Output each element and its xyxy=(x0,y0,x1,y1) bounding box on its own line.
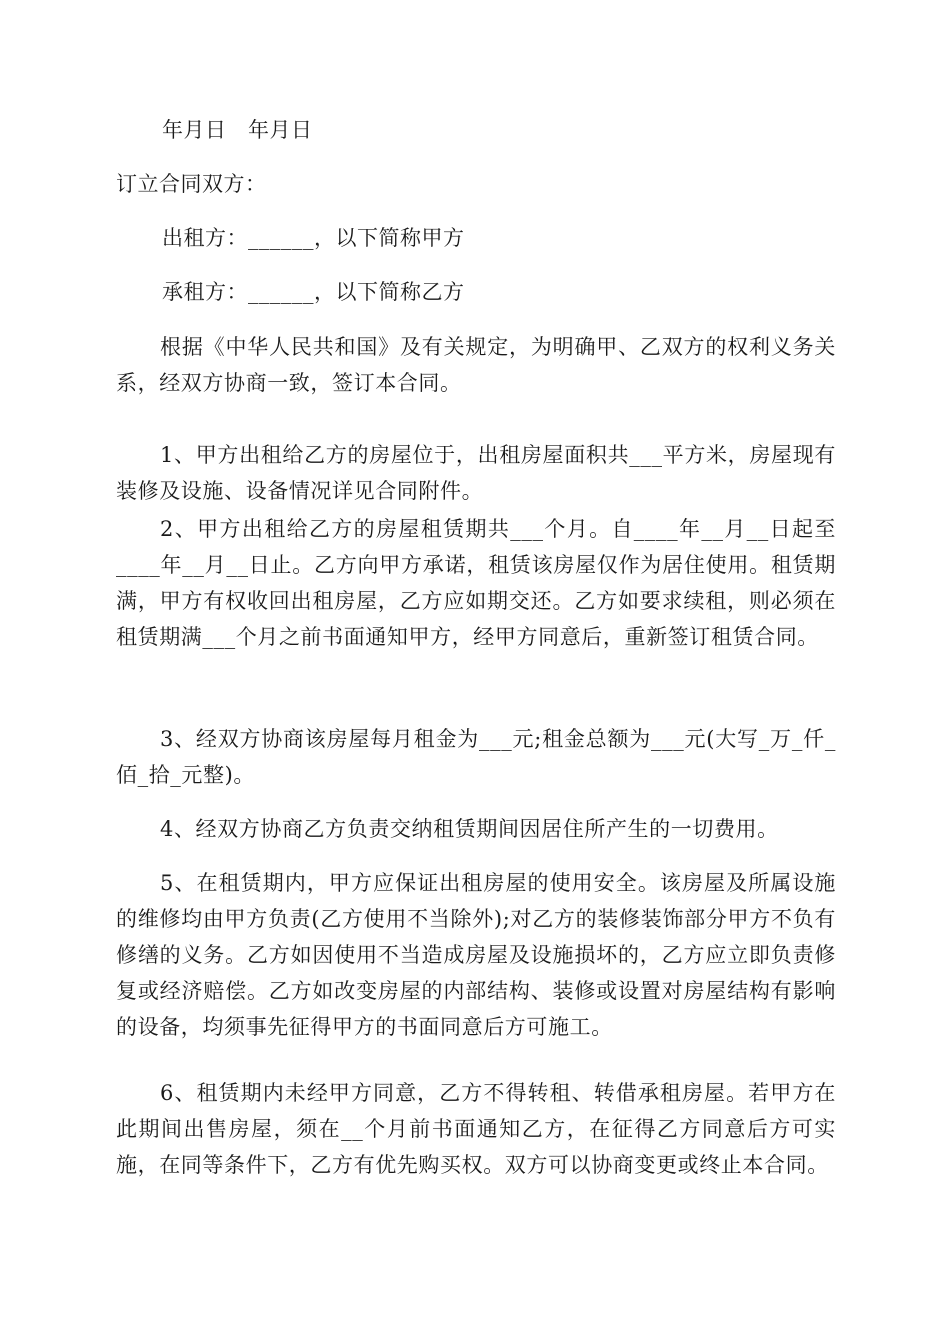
lessee-line: 承租方：______，以下简称乙方 xyxy=(162,280,465,304)
clause-4: 4、经双方协商乙方负责交纳租赁期间因居住所产生的一切费用。 xyxy=(160,817,779,841)
clause-6: 6、租赁期内未经甲方同意，乙方不得转租、转借承租房屋。若甲方在此期间出售房屋，须在__个月前书面通知乙方，在征得乙方同意后方可实施，在同等条件下，乙方有优先购买权。双方可以协商变更或终止本合同。 xyxy=(116,1081,836,1177)
clause-3: 3、经双方协商该房屋每月租金为___元;租金总额为___元(大写_万_仟_佰_拾_元整)。 xyxy=(116,727,836,787)
clause-1: 1、甲方出租给乙方的房屋位于，出租房屋面积共___平方米，房屋现有装修及设施、设备情况详见合同附件。 xyxy=(116,443,836,503)
parties-heading: 订立合同双方： xyxy=(116,172,267,196)
clause-2: 2、甲方出租给乙方的房屋租赁期共___个月。自____年__月__日起至____年__月__日止。乙方向甲方承诺，租赁该房屋仅作为居住使用。租赁期满，甲方有权收回出租房屋，乙方应如期交还。乙方如要求续租，则必须在租赁期满___个月之前书面通知甲方，经甲方同意后，重新签订租赁合同。 xyxy=(116,517,836,649)
intro-paragraph: 根据《中华人民共和国》及有关规定，为明确甲、乙双方的权利义务关系，经双方协商一致，签订本合同。 xyxy=(116,335,836,395)
lessor-line: 出租方：______，以下简称甲方 xyxy=(162,226,465,250)
date-line: 年月日 年月日 xyxy=(162,118,313,142)
clause-5: 5、在租赁期内，甲方应保证出租房屋的使用安全。该房屋及所属设施的维修均由甲方负责(乙方使用不当除外);对乙方的装修装饰部分甲方不负有修缮的义务。乙方如因使用不当造成房屋及设施损坏的，乙方应立即负责修复或经济赔偿。乙方如改变房屋的内部结构、装修或设置对房屋结构有影响的设备，均须事先征得甲方的书面同意后方可施工。 xyxy=(116,871,836,1039)
